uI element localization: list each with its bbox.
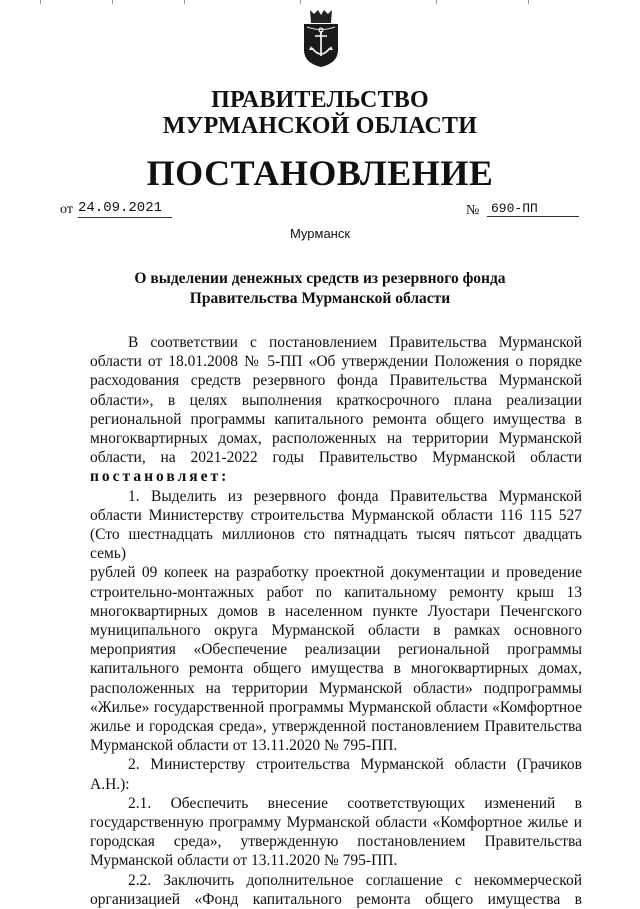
- body-line: области», в целях выполнения краткосрочного плана реализации: [90, 391, 582, 409]
- body-line: городская среда», утвержденную постановлением Правительства: [90, 833, 582, 851]
- resolves-keyword: постановляет:: [90, 468, 230, 486]
- body-line: расположенных на территории Мурманской области» подпрограммы: [90, 679, 582, 697]
- date-field: 24.09.2021: [78, 200, 172, 218]
- body-line: (Сто шестнадцать миллионов сто пятнадцать тысяч пятьсот двадцать семь): [90, 526, 582, 563]
- subject-line2: Правительства Мурманской области: [189, 290, 451, 307]
- body-line: Мурманской области от 13.11.2020 № 795-ПП.: [90, 737, 398, 755]
- org-title-line2: МУРМАНСКОЙ ОБЛАСТИ: [162, 113, 478, 139]
- scan-mark: [112, 0, 113, 4]
- body-line: организацией «Фонд капитального ремонта общего имущества в: [90, 890, 582, 908]
- body-line: многоквартирных домов в населенном пункте Луостари Печенгского: [90, 602, 582, 620]
- body-line: капитального ремонта общего имущества в многоквартирных домах,: [90, 660, 582, 678]
- body-line: «Жилье» государственной программы Мурманской области «Комфортное: [90, 698, 582, 716]
- city-name: Мурманск: [289, 226, 351, 241]
- date-label: от: [60, 202, 73, 217]
- org-title-line1: ПРАВИТЕЛЬСТВО: [211, 87, 429, 113]
- body-line: муниципального округа Мурманской области в рамках основного: [90, 622, 582, 640]
- body-line: области, на 2021-2022 годы Правительство Мурманской области: [90, 449, 582, 467]
- body-line: В соответствии с постановлением Правительства Мурманской: [128, 334, 582, 351]
- body-line: [90, 467, 582, 486]
- scan-mark: [528, 0, 529, 4]
- scan-mark: [40, 0, 41, 4]
- body-line: рублей 09 копеек на разработку проектной документации и проведение: [90, 564, 582, 582]
- body-line: государственную программу Мурманской области «Комфортное жилье и: [90, 814, 582, 832]
- body-line: строительно-монтажных работ по капитальному ремонту крыш 13: [90, 583, 582, 601]
- document-type: ПОСТАНОВЛЕНИЕ: [146, 153, 494, 193]
- resolution-body: [90, 333, 582, 909]
- body-line: региональной программы капитального ремонта общего имущества в: [90, 410, 582, 428]
- body-line: мероприятия «Обеспечение реализации региональной программы: [90, 641, 582, 659]
- number-label: №: [466, 203, 480, 218]
- body-line: области Министерству строительства Мурманской области 116 115 527: [90, 506, 582, 524]
- body-line: многоквартирных домах, расположенных на территории Мурманской: [90, 430, 582, 448]
- body-line: 2. Министерству строительства Мурманской области (Грачиков: [128, 756, 582, 774]
- scan-mark: [436, 0, 437, 4]
- coat-of-arms-icon: [302, 10, 340, 68]
- body-line: 2.1. Обеспечить внесение соответствующих изменений в: [128, 794, 582, 812]
- number-field: 690-ПП: [487, 200, 579, 217]
- body-line: А.Н.):: [90, 775, 130, 793]
- subject-line1: О выделении денежных средств из резервного фонда: [134, 270, 506, 287]
- body-line: 2.2. Заключить дополнительное соглашение с некоммерческой: [128, 871, 582, 889]
- scan-mark: [300, 0, 301, 4]
- body-line: 1. Выделить из резервного фонда Правительства Мурманской: [128, 487, 582, 505]
- body-line: области от 18.01.2008 № 5-ПП «Об утверждении Положения о порядке: [90, 353, 582, 371]
- body-line: жилье и городская среда», утвержденной постановлением Правительства: [90, 718, 582, 736]
- body-line: Мурманской области от 13.11.2020 № 795-ПП.: [90, 852, 398, 870]
- scan-mark: [184, 0, 185, 4]
- body-line: расходования средств резервного фонда Правительства Мурманской: [90, 372, 582, 390]
